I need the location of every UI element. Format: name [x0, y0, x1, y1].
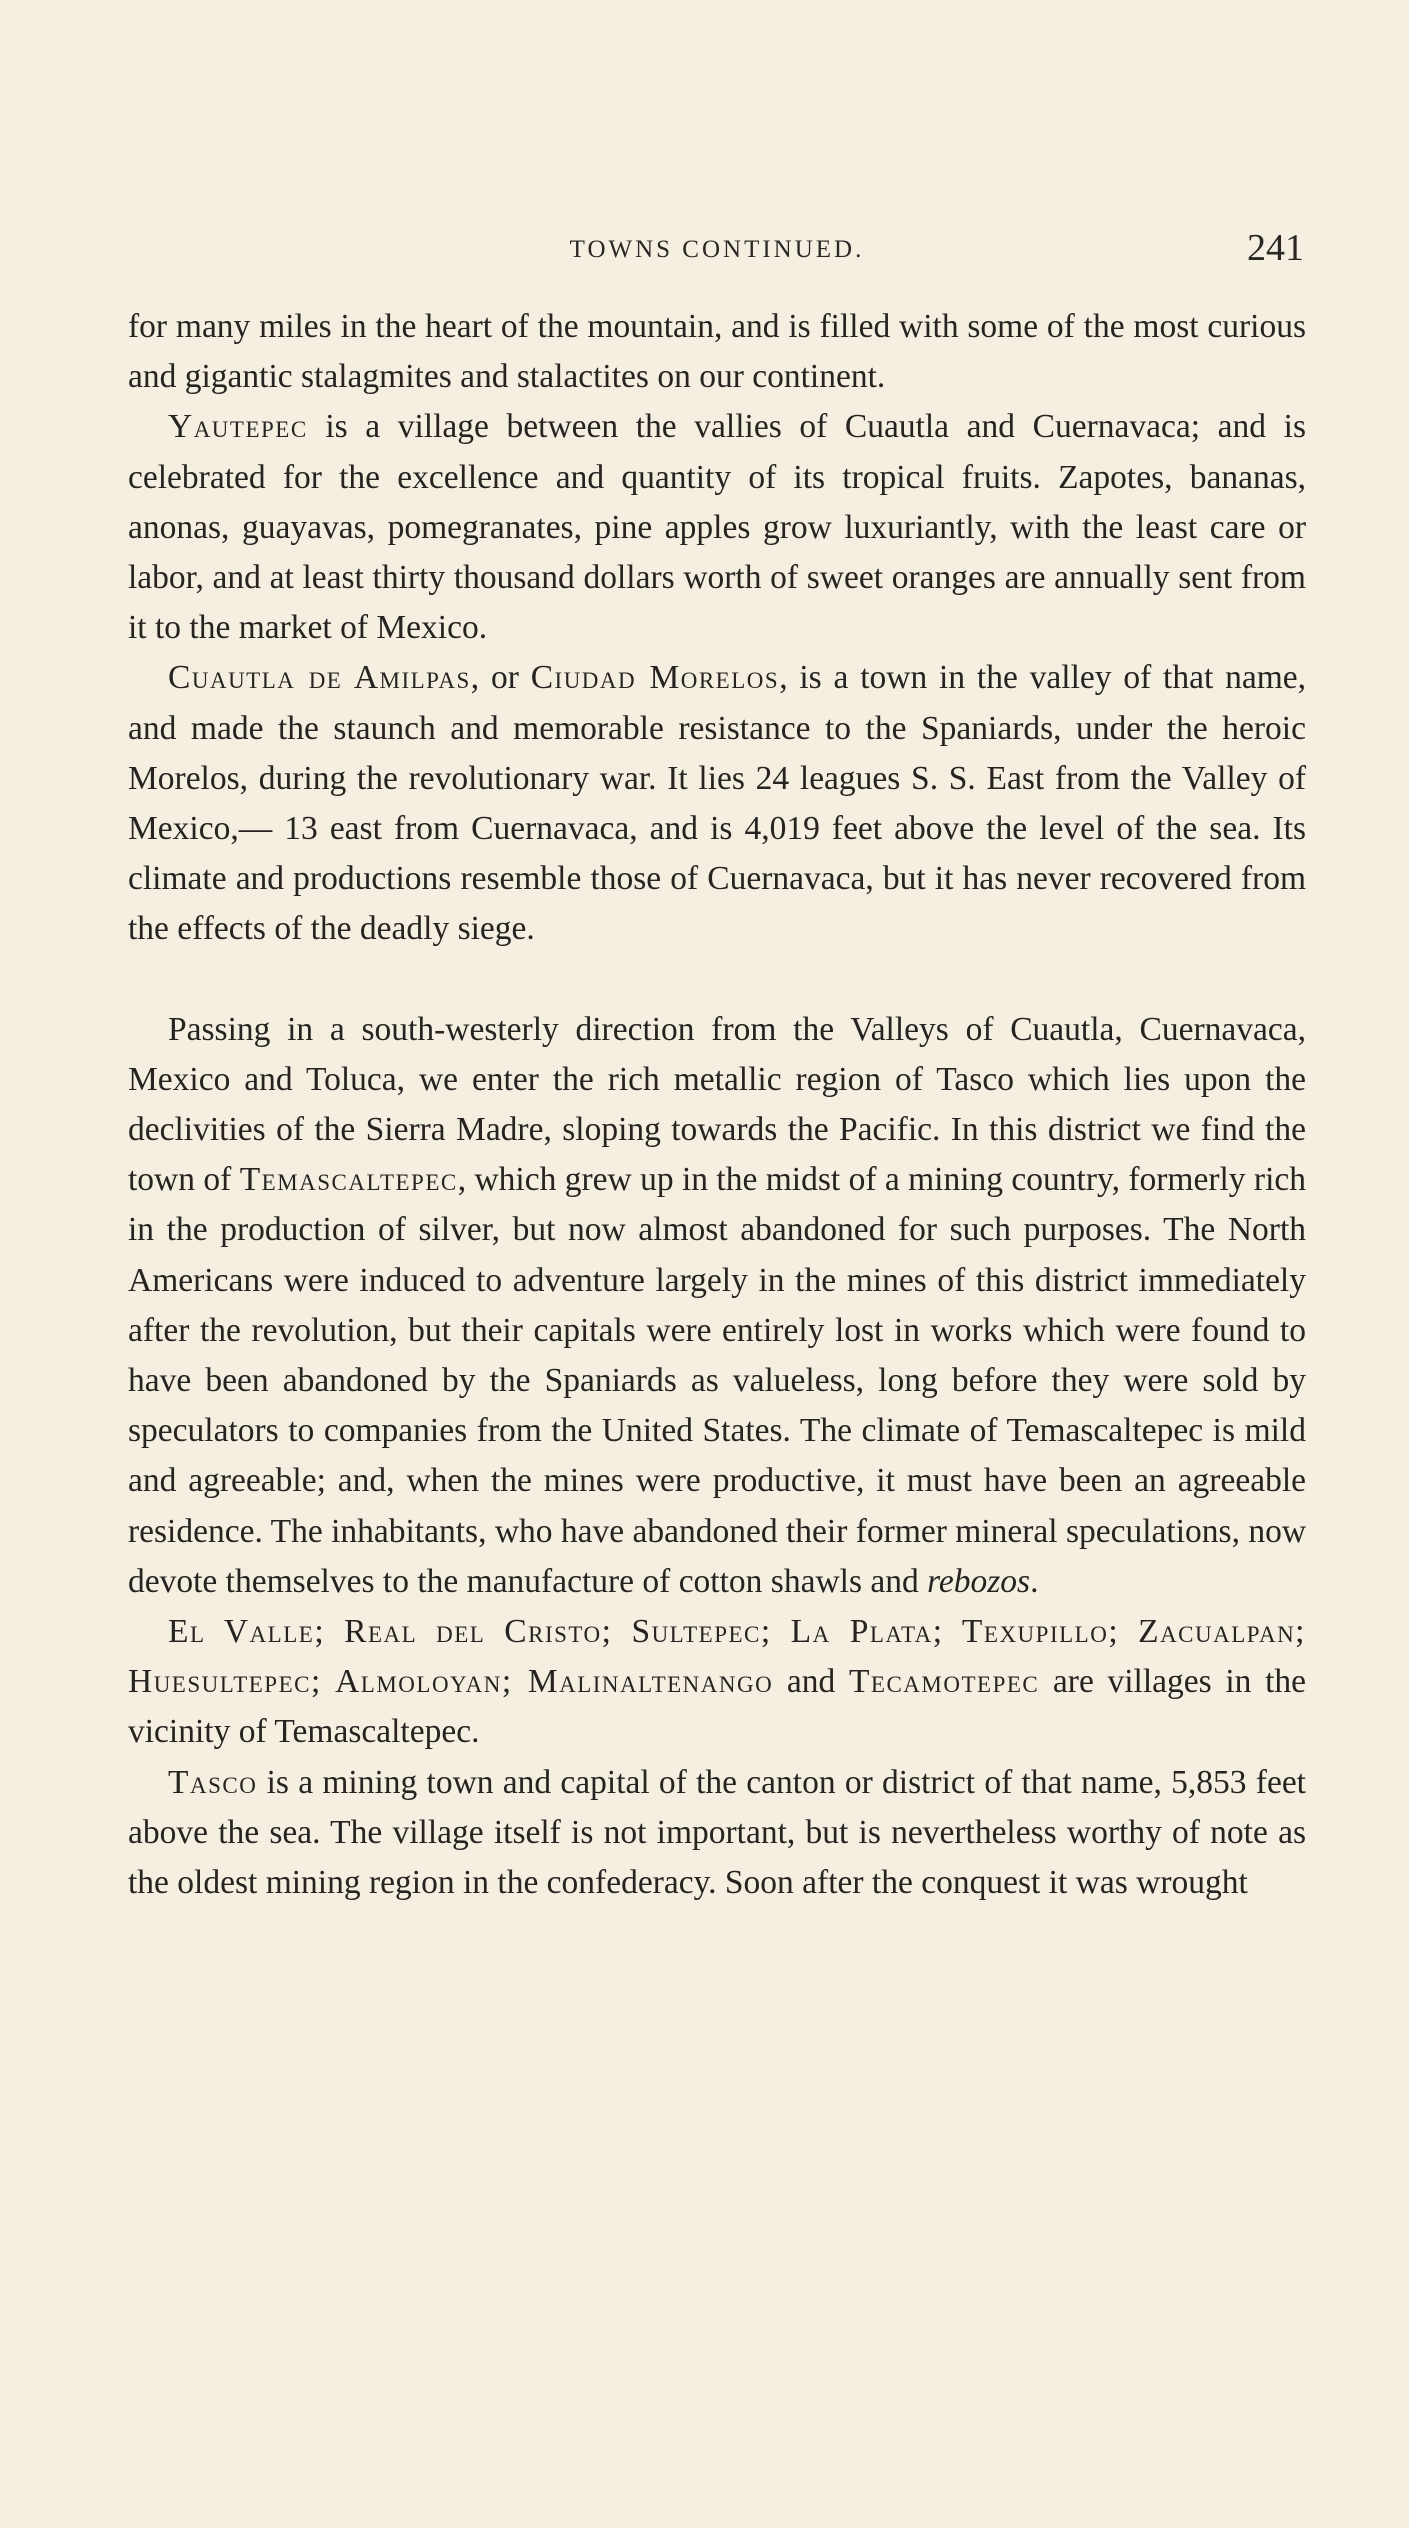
paragraph-3 [128, 653, 1306, 954]
paragraph-4 [128, 1005, 1306, 1607]
place-name: Tasco [168, 1763, 258, 1801]
paragraph-text: for many miles in the heart of the mountain, and is filled with some of the most curious and gigantic stalagmites and stalactites on our continent. [128, 308, 1306, 396]
italic-term: rebozos [927, 1562, 1031, 1600]
page-number: 241 [1247, 227, 1304, 269]
paragraph-text: , which grew up in the midst of a mining country, formerly rich in the production of silver, but now almost abandoned for such purposes. The North Americans were induced to adventure largely in the mines of this district immediately after the revolution, but their capitals were entirely lost in works which were found to have been abandoned by the Spaniards as valueless, long before they were sold by speculators to companies from the United States. The climate of Temascaltepec is mild and agreeable; and, when the mines were productive, it must have been an agreeable residence. The inhabitants, who have abandoned their former mineral speculations, now devote themselves to the manufacture of cotton shawls and [128, 1161, 1307, 1600]
place-name: Tecamotepec [848, 1663, 1040, 1701]
paragraph-1 [128, 302, 1306, 402]
paragraph-2 [128, 402, 1306, 653]
place-name: Yautepec [168, 408, 308, 446]
paragraph-text: is a village between the vallies of Cuautla and Cuernavaca; and is celebrated for the excellence and quantity of its tropical fruits. Zapotes, bananas, anonas, guayavas, pomegranates, pine apples grow luxuriantly, with the least care or labor, and at least thirty thousand dollars worth of sweet oranges are annually sent from it to the market of Mexico. [128, 408, 1306, 647]
paragraph-5 [128, 1607, 1306, 1758]
body-text [128, 302, 1306, 1908]
paragraph-text: , is a town in the valley of that name, and made the staunch and memorable resistance to the Spaniards, under the heroic Morelos, during the revolutionary war. It lies 24 leagues S. S. East from the Valley of Mexico,— 13 east from Cuernavaca, and is 4,019 feet above the level of the sea. Its climate and productions resemble those of Cuernavaca, but it has never recovered from the effects of the deadly siege. [128, 659, 1307, 948]
paragraph-text: are villages in the vicinity of Temascaltepec. [128, 1663, 1307, 1751]
paragraph-text: Passing in a south-westerly direction from the Valleys of Cuautla, Cuernavaca, Mexico and Toluca, we enter the rich metallic region of Tasco which lies upon the declivities of the Sierra Madre, sloping towards the Pacific. In this district we find the town of [128, 1010, 1306, 1199]
paragraph-text: , or [470, 659, 531, 697]
running-head: TOWNS CONTINUED. [569, 236, 865, 263]
place-name: Ciudad Morelos [530, 659, 780, 697]
page-header [128, 227, 1306, 272]
paragraph-6 [128, 1758, 1306, 1909]
paragraph-text: and [773, 1663, 849, 1701]
place-list: El Valle; Real del Cristo; Sultepec; La Plata; Texupillo; Zacualpan; Huesultepec; Almoloyan; Malinaltenango [128, 1613, 1306, 1701]
place-name: Temascaltepec [239, 1161, 458, 1199]
paragraph-text: is a mining town and capital of the canton or district of that name, 5,853 feet above the sea. The village itself is not important, but is nevertheless worthy of note as the oldest mining region in the confederacy. Soon after the conquest it was wrought [128, 1763, 1306, 1902]
paragraph-text: . [1030, 1562, 1039, 1600]
place-name: Cuautla de Amilpas [168, 659, 471, 697]
